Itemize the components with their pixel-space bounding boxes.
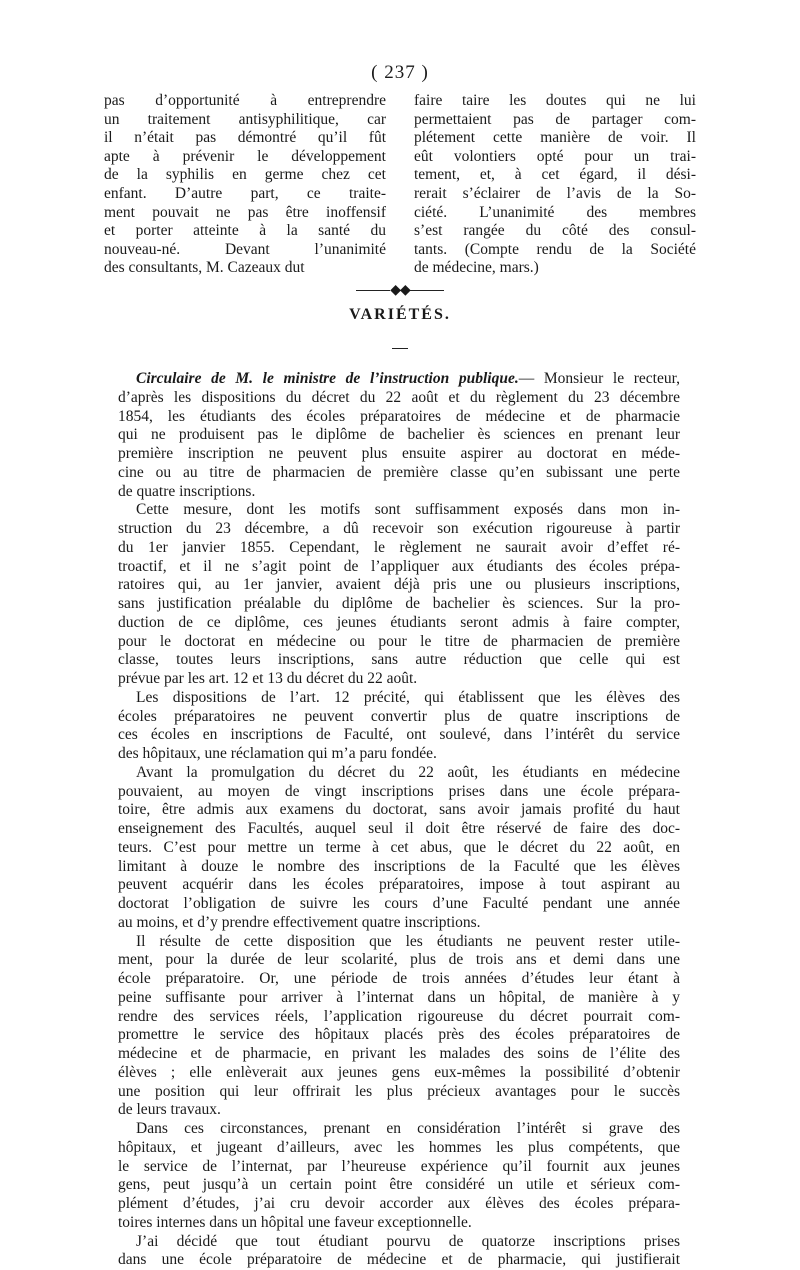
article-line: première inscription ne peuvent plus ensuite aspirer au doctorat en méde-	[118, 445, 680, 462]
left-column	[104, 92, 386, 278]
article-line: limitant à douze le nombre des inscriptions de la Faculté que les élèves	[118, 857, 680, 875]
article-line: d’après les dispositions du décret du 22 août et du règlement du 23 décembre	[118, 388, 680, 406]
article-line: de leurs travaux.	[118, 1101, 221, 1119]
column-line: plétement cette manière de voir. Il	[414, 129, 696, 147]
column-line: tants. (Compte rendu de la Société	[414, 240, 696, 258]
article-line: J’ai décidé que tout étudiant pourvu de quatorze inscriptions prises	[136, 1232, 680, 1250]
column-line: et porter atteinte à la santé du	[104, 222, 386, 240]
article-line: Les dispositions de l’art. 12 précité, qui établissent que les élèves des	[136, 688, 680, 706]
column-line: des consultants, M. Cazeaux dut	[104, 259, 305, 277]
article-line: Il résulte de cette disposition que les étudiants ne peuvent rester utile-	[136, 932, 680, 950]
column-line: permettaient pas de partager com-	[414, 110, 696, 128]
article-line: gens, peut jusqu’à un certain point être considéré un utile et sérieux com-	[118, 1176, 680, 1194]
article-line: élèves ; elle enlèverait aux jeunes gens eux-mêmes la possibilité d’obtenir	[118, 1063, 680, 1081]
article-lead-text: — Monsieur le recteur,	[518, 370, 680, 387]
article-line: pour le doctorat en médecine ou pour le titre de pharmacien de première	[118, 632, 680, 650]
column-line: ciété. L’unanimité des membres	[414, 203, 696, 221]
right-column	[414, 92, 696, 278]
column-line: un traitement antisyphilitique, car	[104, 110, 386, 128]
article-line: toires internes dans un hôpital une faveur exceptionnelle.	[118, 1213, 472, 1231]
article-line: struction du 23 décembre, a dû recevoir son exécution rigoureuse à partir	[118, 520, 680, 537]
column-line: faire taire les doutes qui ne lui	[414, 92, 696, 109]
article-line: au moins, et d’y prendre effectivement quatre inscriptions.	[118, 913, 481, 931]
ornament-glyph: ◆◆	[390, 283, 410, 298]
column-line: apte à prévenir le développement	[104, 147, 386, 165]
article-line: sans justification préalable du diplôme de bachelier ès sciences. Sur la pro-	[118, 595, 680, 612]
article-line: des hôpitaux, une réclamation qui m’a paru fondée.	[118, 745, 437, 762]
section-rule	[392, 348, 408, 349]
article-line: école préparatoire. Or, une période de trois années d’études leur étant à	[118, 970, 680, 987]
ornament-rule	[410, 290, 444, 291]
column-line: s’est rangée du côté des consul-	[414, 222, 696, 240]
section-ornament	[0, 282, 800, 299]
column-line: enfant. D’autre part, ce traite-	[104, 184, 386, 202]
article-line: prévue par les art. 12 et 13 du décret du 22 août.	[118, 670, 418, 687]
article-line: classe, toutes leurs inscriptions, sans autre réduction que celle qui est	[118, 651, 680, 669]
article-line: Avant la promulgation du décret du 22 août, les étudiants en médecine	[136, 763, 680, 781]
article-line: promettre le service des hôpitaux placés près des écoles préparatoires de	[118, 1026, 680, 1044]
article-line: duction de ce diplôme, ces jeunes étudiants seront admis à faire compter,	[118, 613, 680, 631]
article-line: du 1er janvier 1855. Cependant, le règlement ne saurait avoir d’effet ré-	[118, 538, 680, 556]
article-line: doctorat l’obligation de suivre les cours d’une Faculté pendant une année	[118, 895, 680, 912]
article-line: enseignement des Facultés, auquel seul il doit être réservé de faire des doc-	[118, 820, 680, 837]
page-number: ( 237 )	[371, 62, 429, 83]
article-line: hôpitaux, et jugeant d’ailleurs, avec les hommes les plus compétents, que	[118, 1138, 680, 1156]
article-line: toire, être admis aux examens du doctorat, sans avoir jamais profité du haut	[118, 801, 680, 819]
column-line: il n’était pas démontré qu’il fût	[104, 129, 386, 147]
article-lead-title: Circulaire de M. le ministre de l’instruction publique.	[136, 370, 519, 387]
article-line: ces écoles en inscriptions de Faculté, ont soulevé, dans l’intérêt du service	[118, 726, 680, 744]
article-body	[118, 370, 680, 1270]
article-line: cine ou au titre de pharmacien de première classe qu’en subissant une perte	[118, 463, 680, 481]
article-line: rendre des services réels, l’application rigoureuse du décret pourrait com-	[118, 1007, 680, 1025]
article-line: peine suffisante pour arriver à l’internat dans un hôpital, de manière à y	[118, 988, 680, 1006]
article-line: médecine et de pharmacie, en privant les malades des soins de l’élite des	[118, 1045, 680, 1062]
article-line: le service de l’internat, par l’heureuse expérience qu’il fournit aux jeunes	[118, 1157, 680, 1175]
article-line: une position qui leur offrirait les plus précieux avantages pour le succès	[118, 1082, 680, 1100]
section-title: VARIÉTÉS.	[349, 306, 451, 323]
article-line: peuvent acquérir dans les écoles préparatoires, impose à tout aspirant au	[118, 876, 680, 894]
article-line: troactif, et il ne s’agit point de l’appliquer aux étudiants des écoles prépa-	[118, 557, 680, 575]
column-line: rerait s’éclairer de l’avis de la So-	[414, 184, 696, 202]
article-line: ratoires qui, au 1er janvier, avaient déjà pris une ou plusieurs inscriptions,	[118, 576, 680, 594]
column-line: de la syphilis en germe chez cet	[104, 166, 386, 184]
column-line: eût volontiers opté pour un trai-	[414, 147, 696, 165]
ornament-rule	[356, 290, 390, 291]
article-line: 1854, les étudiants des écoles préparatoires de médecine et de pharmacie	[118, 407, 680, 425]
article-line: teurs. C’est pour mettre un terme à cet abus, que le décret du 22 août, en	[118, 838, 680, 856]
article-line: Cette mesure, dont les motifs sont suffisamment exposés dans mon in-	[136, 501, 680, 519]
column-line: tement, et, à cet égard, il dési-	[414, 166, 696, 184]
article-line: plément d’études, j’ai cru devoir accorder aux élèves des écoles prépara-	[118, 1195, 680, 1212]
column-line: pas d’opportunité à entreprendre	[104, 92, 386, 109]
article-line: dans une école préparatoire de médecine et de pharmacie, qui justifierait	[118, 1251, 680, 1269]
article-line: écoles préparatoires ne peuvent convertir plus de quatre inscriptions de	[118, 707, 680, 725]
article-line: ment, pour la durée de leur scolarité, plus de trois ans et demi dans une	[118, 951, 680, 969]
column-line: nouveau-né. Devant l’unanimité	[104, 240, 386, 258]
article-line: de quatre inscriptions.	[118, 482, 256, 500]
article-line: Dans ces circonstances, prenant en considération l’intérêt si grave des	[136, 1120, 680, 1137]
article-line	[118, 370, 680, 389]
column-line: ment pouvait ne pas être inoffensif	[104, 203, 386, 221]
article-line: pouvaient, au moyen de vingt inscriptions prises dans une école prépara-	[118, 782, 680, 800]
column-line: de médecine, mars.)	[414, 259, 539, 277]
article-line: qui ne produisent pas le diplôme de bachelier ès sciences en prenant leur	[118, 426, 680, 444]
